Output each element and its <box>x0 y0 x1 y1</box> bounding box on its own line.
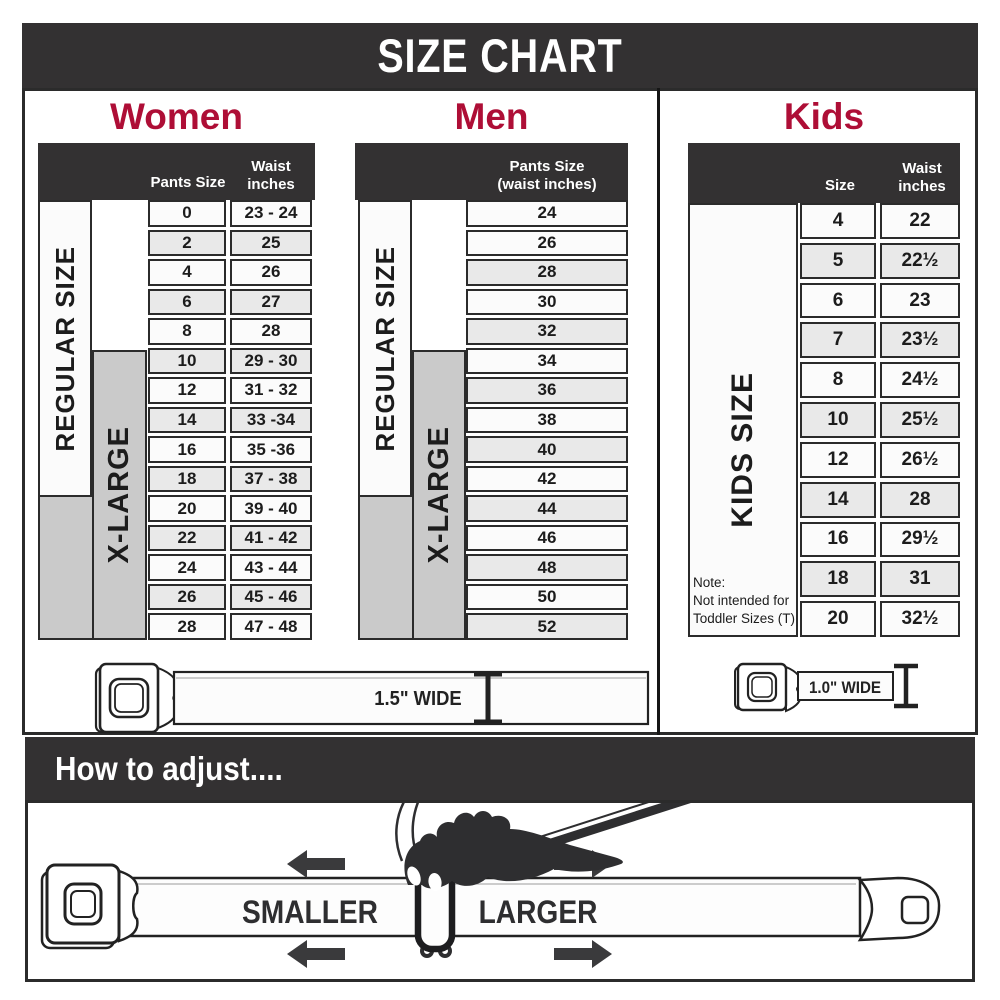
pants-size-cell: 46 <box>466 525 628 552</box>
men-col-header-line2: (waist inches) <box>497 176 597 194</box>
table-row <box>466 584 628 611</box>
pants-size-cell: 30 <box>466 289 628 316</box>
pants-size-cell: 12 <box>148 377 226 404</box>
waist-cell: 27 <box>230 289 312 316</box>
waist-cell: 29½ <box>880 522 960 558</box>
table-row <box>800 203 960 239</box>
arrow-left-icon <box>287 940 345 968</box>
waist-cell: 23 - 24 <box>230 200 312 227</box>
how-to-adjust-heading: How to adjust.... <box>55 749 283 787</box>
table-row <box>148 436 312 463</box>
width-measure-icon <box>894 666 918 706</box>
table-row <box>148 554 312 581</box>
buckle-button-inner <box>752 677 772 697</box>
table-row <box>800 362 960 398</box>
table-row <box>800 402 960 438</box>
table-row <box>148 377 312 404</box>
table-row <box>148 407 312 434</box>
table-row <box>148 200 312 227</box>
kids-note-line1: Note: <box>693 575 726 590</box>
waist-cell: 32½ <box>880 601 960 637</box>
pants-size-cell: 2 <box>148 230 226 257</box>
waist-cell: 28 <box>230 318 312 345</box>
women-col1-header: Pants Size <box>150 174 226 192</box>
men-size-table <box>466 200 628 640</box>
smaller-label: SMALLER <box>241 895 379 931</box>
women-heading: Women <box>110 96 243 137</box>
adjust-illustration-box <box>25 800 975 982</box>
table-row <box>148 289 312 316</box>
pants-size-cell: 6 <box>148 289 226 316</box>
waist-cell: 41 - 42 <box>230 525 312 552</box>
kids-belt-illustration <box>660 645 978 725</box>
kids-belt-width-label: 1.0" WIDE <box>808 679 882 698</box>
pants-size-cell: 14 <box>148 407 226 434</box>
pants-size-cell: 34 <box>466 348 628 375</box>
waist-cell: 26½ <box>880 442 960 478</box>
table-row <box>466 230 628 257</box>
pants-size-cell: 44 <box>466 495 628 522</box>
women-xlarge-extension <box>38 495 92 640</box>
larger-label: LARGER <box>478 895 598 931</box>
men-regular-label: REGULAR SIZE <box>369 245 400 452</box>
kids-side-label: KIDS SIZE <box>726 372 759 528</box>
waist-cell: 37 - 38 <box>230 466 312 493</box>
how-to-adjust-band <box>25 737 975 800</box>
waist-cell: 25 <box>230 230 312 257</box>
size-cell: 16 <box>800 522 876 558</box>
table-row <box>466 200 628 227</box>
pants-size-cell: 38 <box>466 407 628 434</box>
kids-col2-header-line1: Waist <box>902 160 942 178</box>
waist-cell: 33 -34 <box>230 407 312 434</box>
table-row <box>466 377 628 404</box>
pants-size-cell: 36 <box>466 377 628 404</box>
size-cell: 7 <box>800 322 876 358</box>
table-row <box>800 322 960 358</box>
table-row <box>148 318 312 345</box>
kids-size-box <box>688 203 798 637</box>
section-divider <box>657 88 660 735</box>
women-col2-header-line2: inches <box>247 176 295 194</box>
waist-cell: 31 <box>880 561 960 597</box>
table-row <box>466 259 628 286</box>
pants-size-cell: 24 <box>148 554 226 581</box>
table-row <box>466 289 628 316</box>
tongue-slot <box>902 897 928 923</box>
pants-size-cell: 28 <box>466 259 628 286</box>
waist-cell: 23 <box>880 283 960 319</box>
size-cell: 5 <box>800 243 876 279</box>
table-row <box>800 601 960 637</box>
adjust-belt-illustration <box>28 803 972 979</box>
pants-size-cell: 52 <box>466 613 628 640</box>
waist-cell: 35 -36 <box>230 436 312 463</box>
table-row <box>466 613 628 640</box>
waist-cell: 45 - 46 <box>230 584 312 611</box>
size-cell: 12 <box>800 442 876 478</box>
men-table-header <box>355 143 628 200</box>
table-row <box>466 318 628 345</box>
waist-cell: 43 - 44 <box>230 554 312 581</box>
size-cell: 6 <box>800 283 876 319</box>
table-row <box>148 466 312 493</box>
table-row <box>800 561 960 597</box>
table-row <box>800 522 960 558</box>
waist-cell: 28 <box>880 482 960 518</box>
men-col-header-line1: Pants Size <box>509 158 585 176</box>
women-regular-label: REGULAR SIZE <box>49 245 80 452</box>
women-col2-header-line1: Waist <box>251 158 291 176</box>
kids-note-line2: Not intended for <box>693 592 790 608</box>
waist-cell: 22½ <box>880 243 960 279</box>
table-row <box>148 495 312 522</box>
women-regular-box <box>38 200 92 497</box>
page-title-band <box>22 23 978 88</box>
kids-note-line3: Toddler Sizes (T) <box>693 610 796 626</box>
women-xlarge-label: X-LARGE <box>103 426 135 564</box>
table-row <box>148 230 312 257</box>
table-row <box>466 466 628 493</box>
table-row <box>800 283 960 319</box>
size-cell: 4 <box>800 203 876 239</box>
pants-size-cell: 28 <box>148 613 226 640</box>
waist-cell: 29 - 30 <box>230 348 312 375</box>
kids-size-table <box>800 203 960 637</box>
waist-cell: 26 <box>230 259 312 286</box>
table-row <box>466 348 628 375</box>
pants-size-cell: 24 <box>466 200 628 227</box>
table-row <box>148 525 312 552</box>
pants-size-cell: 18 <box>148 466 226 493</box>
pants-size-cell: 26 <box>148 584 226 611</box>
table-row <box>800 243 960 279</box>
size-cell: 20 <box>800 601 876 637</box>
page-title: SIZE CHART <box>377 29 623 82</box>
kids-col2-header-line2: inches <box>898 178 946 196</box>
size-cell: 10 <box>800 402 876 438</box>
pants-size-cell: 0 <box>148 200 226 227</box>
waist-cell: 47 - 48 <box>230 613 312 640</box>
kids-col1-header: Size <box>824 177 855 195</box>
men-heading: Men <box>454 96 529 137</box>
pants-size-cell: 40 <box>466 436 628 463</box>
table-row <box>466 554 628 581</box>
table-row <box>148 613 312 640</box>
pants-size-cell: 26 <box>466 230 628 257</box>
kids-note <box>693 574 797 627</box>
table-row <box>466 495 628 522</box>
women-table-header <box>38 143 315 200</box>
pants-size-cell: 10 <box>148 348 226 375</box>
pants-size-cell: 50 <box>466 584 628 611</box>
women-size-table <box>148 200 312 640</box>
buckle-button-inner <box>115 684 143 712</box>
pants-size-cell: 8 <box>148 318 226 345</box>
pants-size-cell: 22 <box>148 525 226 552</box>
men-xlarge-label: X-LARGE <box>422 426 455 564</box>
pants-size-cell: 32 <box>466 318 628 345</box>
waist-cell: 22 <box>880 203 960 239</box>
men-regular-box <box>358 200 412 497</box>
waist-cell: 23½ <box>880 322 960 358</box>
waist-cell: 25½ <box>880 402 960 438</box>
adult-belt-width-label: 1.5" WIDE <box>374 688 462 711</box>
size-cell: 14 <box>800 482 876 518</box>
waist-cell: 31 - 32 <box>230 377 312 404</box>
arrow-right-icon <box>554 940 612 968</box>
pants-size-cell: 48 <box>466 554 628 581</box>
table-row <box>148 584 312 611</box>
kids-heading: Kids <box>783 96 865 137</box>
pants-size-cell: 16 <box>148 436 226 463</box>
finger-outline <box>396 803 408 861</box>
table-row <box>148 259 312 286</box>
table-row <box>466 525 628 552</box>
men-xlarge-extension <box>358 495 412 640</box>
kids-table-header <box>688 143 960 203</box>
women-xlarge-box <box>92 350 147 640</box>
size-cell: 8 <box>800 362 876 398</box>
table-row <box>800 442 960 478</box>
table-row <box>148 348 312 375</box>
table-row <box>466 436 628 463</box>
table-row <box>466 407 628 434</box>
table-row <box>800 482 960 518</box>
adult-belt-illustration <box>22 645 658 735</box>
waist-cell: 24½ <box>880 362 960 398</box>
waist-cell: 39 - 40 <box>230 495 312 522</box>
size-cell: 18 <box>800 561 876 597</box>
pants-size-cell: 4 <box>148 259 226 286</box>
arrow-left-icon <box>287 850 345 878</box>
pants-size-cell: 42 <box>466 466 628 493</box>
pants-size-cell: 20 <box>148 495 226 522</box>
buckle-button-inner <box>71 891 95 917</box>
men-xlarge-box <box>412 350 466 640</box>
